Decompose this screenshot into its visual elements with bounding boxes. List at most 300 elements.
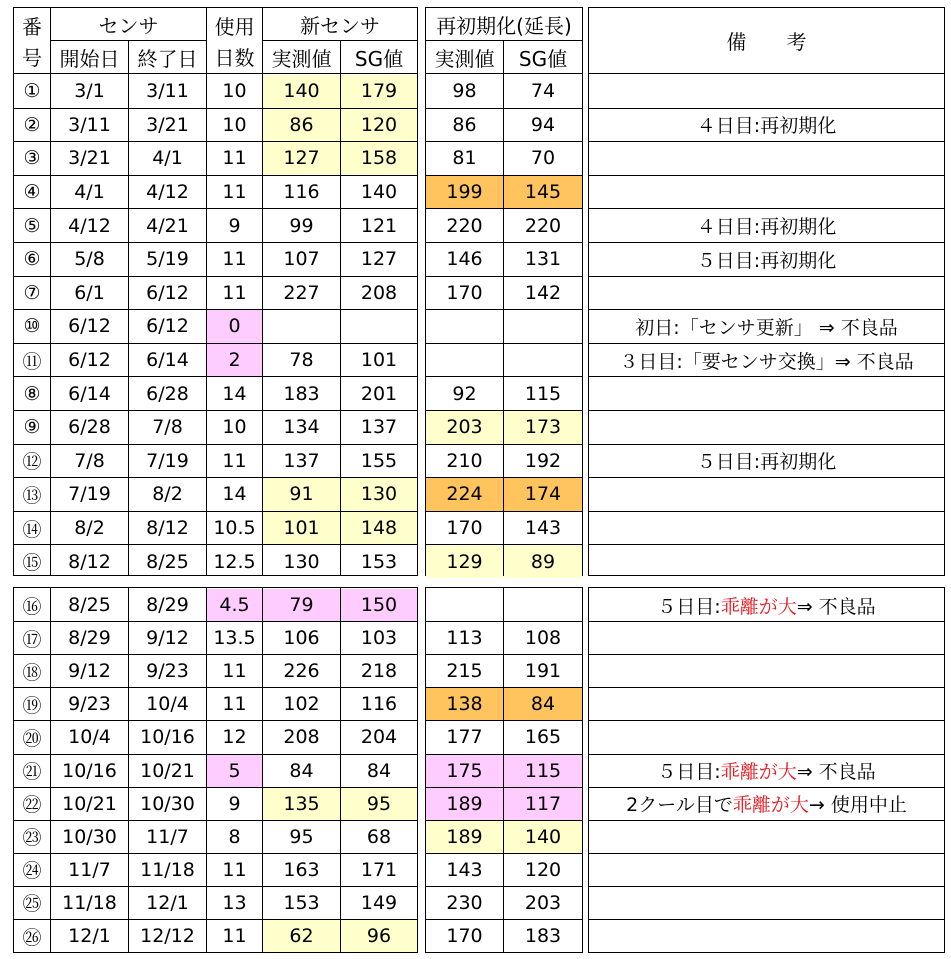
remark xyxy=(589,589,944,621)
measured-value: 101 xyxy=(263,512,340,545)
grid-line xyxy=(425,208,583,209)
measured-value-reinit: 146 xyxy=(446,248,483,271)
measured-value xyxy=(263,310,340,343)
measured-value: 99 xyxy=(289,214,314,237)
header-no-top: 番 xyxy=(22,14,42,39)
grid-line xyxy=(588,687,945,688)
measured-value-reinit: 210 xyxy=(446,449,483,472)
end-date: 6/12 xyxy=(146,281,189,304)
grid-line xyxy=(425,376,583,377)
row-number: ⑥ xyxy=(23,248,41,271)
measured-value-reinit: 138 xyxy=(426,688,503,720)
end-date: 6/12 xyxy=(146,315,189,338)
grid-line xyxy=(13,787,418,788)
measured-value: 226 xyxy=(283,660,320,683)
remark-result: → 使用中止 xyxy=(808,794,907,817)
remark-prefix: 2クール目で xyxy=(626,794,733,817)
start-date: 4/12 xyxy=(68,214,111,237)
remark xyxy=(589,75,944,108)
remark xyxy=(589,887,944,919)
measured-value: 153 xyxy=(283,891,320,914)
start-date: 3/1 xyxy=(74,80,105,103)
sg-value-reinit: 84 xyxy=(504,688,582,720)
grid-line xyxy=(425,444,583,445)
grid-line xyxy=(13,444,418,445)
remark xyxy=(589,277,944,310)
end-date: 8/12 xyxy=(146,517,189,540)
sg-value-reinit: 145 xyxy=(504,176,582,209)
end-date: 7/8 xyxy=(152,416,183,439)
grid-line xyxy=(588,477,945,478)
grid-line xyxy=(588,720,945,721)
grid-line xyxy=(588,820,945,821)
grid-line xyxy=(206,7,207,576)
sg-value: 158 xyxy=(341,142,417,175)
end-date: 11/7 xyxy=(146,825,189,848)
measured-value: 91 xyxy=(263,478,340,511)
days-used: 12 xyxy=(222,726,247,749)
grid-line xyxy=(50,7,51,576)
grid-line xyxy=(13,208,418,209)
remark: 初日:「センサ更新」 ⇒ 不良品 xyxy=(635,316,898,339)
grid-line xyxy=(13,687,418,688)
measured-value: 137 xyxy=(283,449,320,472)
measured-value: 134 xyxy=(283,416,320,439)
measured-value: 102 xyxy=(283,693,320,716)
sg-value: 201 xyxy=(360,382,398,405)
grid-line xyxy=(262,587,263,953)
row-number: ⑰ xyxy=(22,628,42,651)
grid-line xyxy=(425,654,583,655)
sg-value-reinit: 70 xyxy=(530,147,556,170)
grid-line xyxy=(425,853,583,854)
header-sensor: センサ xyxy=(98,14,159,38)
measured-value: 116 xyxy=(283,181,320,204)
header-remarks: 備 考 xyxy=(726,30,807,54)
grid-line xyxy=(13,175,418,176)
measured-value-reinit: 215 xyxy=(446,660,483,683)
measured-value-reinit: 143 xyxy=(446,858,483,881)
days-used: 2 xyxy=(207,344,262,377)
measured-value: 135 xyxy=(263,788,340,820)
sg-value-reinit xyxy=(504,310,582,343)
grid-line xyxy=(588,276,945,277)
row-number: ㉓ xyxy=(22,827,42,850)
sg-value-reinit: 174 xyxy=(504,478,582,511)
header-end-date: 終了日 xyxy=(137,46,198,71)
grid-line xyxy=(588,175,945,176)
header-measured-reinit: 実測値 xyxy=(434,46,495,71)
remark xyxy=(589,512,944,545)
sg-value-reinit: 165 xyxy=(524,726,562,749)
measured-value-reinit: 230 xyxy=(446,891,483,914)
start-date: 6/12 xyxy=(68,315,111,338)
sg-value-reinit: 94 xyxy=(530,113,556,136)
grid-line xyxy=(588,787,945,788)
sg-value: 68 xyxy=(366,825,392,848)
grid-line xyxy=(425,276,583,277)
start-date: 5/8 xyxy=(74,248,105,271)
grid-line xyxy=(13,108,418,109)
end-date: 9/12 xyxy=(146,627,189,650)
grid-line xyxy=(425,820,583,821)
days-used: 10 xyxy=(222,113,247,136)
days-used: 11 xyxy=(222,248,247,271)
grid-line xyxy=(13,544,418,545)
measured-value: 106 xyxy=(283,627,320,650)
days-used: 11 xyxy=(222,181,247,204)
end-date: 10/21 xyxy=(140,759,195,782)
grid-line xyxy=(588,410,945,411)
header-start-date: 開始日 xyxy=(59,46,120,71)
sg-value-reinit xyxy=(504,589,582,621)
row-number: ⑯ xyxy=(22,595,42,618)
row-number: ⑤ xyxy=(23,214,41,237)
sg-value-reinit: 131 xyxy=(524,248,562,271)
grid-line xyxy=(588,376,945,377)
row-number: ③ xyxy=(23,147,41,170)
remark-deviation: 乖離が大 xyxy=(720,595,797,618)
start-date: 10/4 xyxy=(68,726,111,749)
remark xyxy=(589,411,944,444)
measured-value-reinit: 224 xyxy=(426,478,503,511)
header-no-bottom: 号 xyxy=(22,45,42,70)
remark: ５日目:再初期化 xyxy=(696,249,837,272)
start-date: 10/21 xyxy=(62,792,117,815)
start-date: 10/16 xyxy=(62,759,117,782)
start-date: 8/12 xyxy=(68,550,111,573)
end-date: 10/4 xyxy=(146,693,189,716)
sg-value-reinit: 191 xyxy=(524,660,562,683)
row-number: ⑨ xyxy=(23,416,41,439)
days-used: 11 xyxy=(222,660,247,683)
grid-line xyxy=(588,886,945,887)
measured-value: 62 xyxy=(263,920,340,952)
grid-line xyxy=(13,477,418,478)
grid-line xyxy=(262,7,263,576)
start-date: 6/1 xyxy=(74,281,105,304)
start-date: 11/18 xyxy=(62,891,117,914)
grid-line xyxy=(13,410,418,411)
remark xyxy=(589,622,944,654)
grid-line xyxy=(340,40,341,576)
grid-line xyxy=(588,108,945,109)
days-used: 11 xyxy=(222,925,247,948)
grid-line xyxy=(425,477,583,478)
sg-value: 116 xyxy=(360,693,398,716)
grid-line xyxy=(425,141,583,142)
sg-value: 149 xyxy=(360,891,398,914)
sg-value: 103 xyxy=(360,627,398,650)
days-used: 13 xyxy=(222,891,247,914)
sg-value: 120 xyxy=(341,109,417,142)
remark xyxy=(589,655,944,687)
sg-value: 84 xyxy=(366,759,392,782)
grid-line xyxy=(13,754,418,755)
sg-value-reinit: 74 xyxy=(530,80,556,103)
grid-line xyxy=(588,654,945,655)
grid-line xyxy=(13,276,418,277)
row-number: ⑫ xyxy=(22,451,42,474)
grid-line xyxy=(588,754,945,755)
grid-line xyxy=(503,587,504,953)
remark-result: ⇒ 不良品 xyxy=(796,761,876,784)
sg-value-reinit: 108 xyxy=(524,627,562,650)
days-used: 11 xyxy=(222,147,247,170)
grid-line xyxy=(13,376,418,377)
row-number: ⑩ xyxy=(23,315,41,338)
grid-line xyxy=(425,73,583,74)
header-measured: 実測値 xyxy=(271,46,332,71)
sg-value: 121 xyxy=(360,214,398,237)
days-used: 9 xyxy=(228,792,241,815)
end-date: 6/14 xyxy=(146,349,189,372)
grid-line xyxy=(425,175,583,176)
grid-line xyxy=(425,108,583,109)
measured-value: 84 xyxy=(289,759,314,782)
grid-line xyxy=(13,654,418,655)
measured-value-reinit: 81 xyxy=(452,147,477,170)
grid-line xyxy=(13,309,418,310)
grid-line xyxy=(128,587,129,953)
remark-result: ⇒ 不良品 xyxy=(796,595,876,618)
row-number: ⑲ xyxy=(22,694,42,717)
grid-line xyxy=(425,410,583,411)
grid-line xyxy=(13,919,418,920)
end-date: 3/11 xyxy=(146,80,189,103)
sg-value-reinit: 173 xyxy=(504,411,582,444)
measured-value: 208 xyxy=(283,726,320,749)
days-used: 0 xyxy=(207,310,262,343)
sg-value: 208 xyxy=(360,281,398,304)
end-date: 10/30 xyxy=(140,792,195,815)
sg-value-reinit: 192 xyxy=(524,449,562,472)
days-used: 11 xyxy=(222,449,247,472)
row-number: ⑭ xyxy=(22,518,42,541)
remark xyxy=(589,377,944,410)
sg-value: 153 xyxy=(360,550,398,573)
row-number: ⑧ xyxy=(23,382,41,405)
grid-line xyxy=(128,40,129,576)
measured-value-reinit: 189 xyxy=(426,788,503,820)
row-number: ⑬ xyxy=(22,484,42,507)
row-number: ㉒ xyxy=(22,794,42,817)
remark xyxy=(589,821,944,853)
header-days-bottom: 日数 xyxy=(214,45,255,70)
start-date: 6/28 xyxy=(68,416,111,439)
remark-prefix: ５日目: xyxy=(657,595,721,618)
measured-value-reinit: 86 xyxy=(452,113,477,136)
measured-value: 79 xyxy=(263,589,340,621)
measured-value-reinit: 170 xyxy=(446,281,483,304)
grid-line xyxy=(425,309,583,310)
measured-value-reinit: 175 xyxy=(426,755,503,787)
remark xyxy=(589,755,944,787)
row-number: ④ xyxy=(23,181,41,204)
row-number: ㉑ xyxy=(22,761,42,784)
measured-value: 163 xyxy=(283,858,320,881)
remark: ４日目:再初期化 xyxy=(696,216,837,239)
measured-value: 86 xyxy=(263,109,340,142)
measured-value-reinit: 177 xyxy=(446,726,483,749)
days-used: 14 xyxy=(222,382,247,405)
remark xyxy=(589,721,944,753)
days-used: 11 xyxy=(222,281,247,304)
sg-value: 137 xyxy=(360,416,398,439)
remark xyxy=(589,176,944,209)
end-date: 7/19 xyxy=(146,449,189,472)
days-used: 10 xyxy=(222,80,247,103)
grid-line xyxy=(588,208,945,209)
sg-value-reinit: 89 xyxy=(504,545,582,578)
end-date: 8/29 xyxy=(146,594,189,617)
remark-deviation: 乖離が大 xyxy=(720,761,797,784)
sg-value-reinit: 143 xyxy=(524,517,562,540)
grid-line xyxy=(425,544,583,545)
sg-value-reinit: 140 xyxy=(504,821,582,853)
sg-value: 148 xyxy=(341,512,417,545)
days-used: 10 xyxy=(222,416,247,439)
grid-line xyxy=(13,511,418,512)
grid-line xyxy=(588,242,945,243)
sg-value: 204 xyxy=(360,726,398,749)
measured-value-reinit: 189 xyxy=(426,821,503,853)
grid-line xyxy=(425,511,583,512)
days-used: 14 xyxy=(222,483,247,506)
sg-value: 140 xyxy=(360,181,398,204)
start-date: 9/12 xyxy=(68,660,111,683)
measured-value-reinit: 113 xyxy=(446,627,483,650)
grid-line xyxy=(588,853,945,854)
sg-value-reinit xyxy=(504,344,582,377)
row-number: ⑪ xyxy=(22,350,42,373)
grid-line xyxy=(588,309,945,310)
grid-line xyxy=(13,853,418,854)
start-date: 8/2 xyxy=(74,517,105,540)
sg-value: 127 xyxy=(360,248,398,271)
days-used: 5 xyxy=(207,755,262,787)
remark xyxy=(589,854,944,886)
measured-value-reinit: 220 xyxy=(446,214,483,237)
remark-prefix: ５日目: xyxy=(657,761,721,784)
remark xyxy=(589,688,944,720)
remark: ３日目:「要センサ交換」⇒ 不良品 xyxy=(619,350,914,373)
grid-line xyxy=(588,621,945,622)
grid-line xyxy=(425,886,583,887)
start-date: 9/23 xyxy=(68,693,111,716)
grid-line xyxy=(340,587,341,953)
sg-value: 155 xyxy=(360,449,398,472)
sg-value: 218 xyxy=(360,660,398,683)
end-date: 6/28 xyxy=(146,382,189,405)
sg-value-reinit: 115 xyxy=(524,382,562,405)
start-date: 4/1 xyxy=(74,181,105,204)
end-date: 4/21 xyxy=(146,214,189,237)
measured-value: 78 xyxy=(289,349,314,372)
remark xyxy=(589,478,944,511)
sg-value: 95 xyxy=(341,788,417,820)
grid-line xyxy=(13,621,418,622)
measured-value-reinit: 98 xyxy=(452,80,477,103)
remark xyxy=(589,142,944,175)
start-date: 7/19 xyxy=(68,483,111,506)
grid-line xyxy=(588,73,945,74)
grid-line xyxy=(425,754,583,755)
sg-value-reinit: 220 xyxy=(524,214,562,237)
start-date: 11/7 xyxy=(68,858,111,881)
end-date: 4/1 xyxy=(152,147,183,170)
start-date: 8/25 xyxy=(68,594,111,617)
end-date: 3/21 xyxy=(146,113,189,136)
grid-line xyxy=(425,242,583,243)
grid-line xyxy=(588,444,945,445)
measured-value-reinit xyxy=(426,310,503,343)
measured-value-reinit: 129 xyxy=(426,545,503,578)
start-date: 10/30 xyxy=(62,825,117,848)
sg-value-reinit: 183 xyxy=(524,925,562,948)
grid-line xyxy=(425,621,583,622)
grid-line xyxy=(13,141,418,142)
grid-line xyxy=(588,343,945,344)
grid-line xyxy=(425,40,583,41)
end-date: 4/12 xyxy=(146,181,189,204)
row-number: ⑳ xyxy=(22,727,42,750)
start-date: 3/21 xyxy=(68,147,111,170)
end-date: 8/2 xyxy=(152,483,183,506)
remark-deviation: 乖離が大 xyxy=(732,794,809,817)
header-new-sensor: 新センサ xyxy=(300,14,380,38)
header-days-top: 使用 xyxy=(214,14,255,39)
grid-line xyxy=(13,73,418,74)
sg-value: 171 xyxy=(360,858,398,881)
remark: ５日目:再初期化 xyxy=(696,451,837,474)
sg-value: 150 xyxy=(341,589,417,621)
days-used: 11 xyxy=(222,693,247,716)
days-used: 10.5 xyxy=(213,517,256,540)
measured-value: 130 xyxy=(283,550,320,573)
remark xyxy=(589,545,944,578)
measured-value: 183 xyxy=(283,382,320,405)
sg-value: 179 xyxy=(341,75,417,108)
grid-line xyxy=(13,242,418,243)
measured-value-reinit: 170 xyxy=(446,925,483,948)
start-date: 8/29 xyxy=(68,627,111,650)
days-used: 8 xyxy=(228,825,241,848)
sg-value-reinit: 120 xyxy=(524,858,562,881)
row-number: ㉔ xyxy=(22,860,42,883)
grid-line xyxy=(425,720,583,721)
measured-value-reinit xyxy=(426,589,503,621)
row-number: ① xyxy=(23,80,41,103)
grid-line xyxy=(425,687,583,688)
measured-value: 227 xyxy=(283,281,320,304)
start-date: 7/8 xyxy=(74,449,105,472)
header-sg-reinit: SG値 xyxy=(518,46,568,71)
end-date: 8/25 xyxy=(146,550,189,573)
sg-value-reinit: 142 xyxy=(524,281,562,304)
grid-line xyxy=(13,720,418,721)
row-number: ⑱ xyxy=(22,661,42,684)
sg-value: 101 xyxy=(360,349,398,372)
grid-line xyxy=(425,343,583,344)
remark xyxy=(589,920,944,952)
row-number: ② xyxy=(23,113,41,136)
days-used: 11 xyxy=(222,858,247,881)
sg-value-reinit: 117 xyxy=(504,788,582,820)
row-number: ㉕ xyxy=(22,893,42,916)
measured-value-reinit: 203 xyxy=(426,411,503,444)
measured-value-reinit: 170 xyxy=(446,517,483,540)
